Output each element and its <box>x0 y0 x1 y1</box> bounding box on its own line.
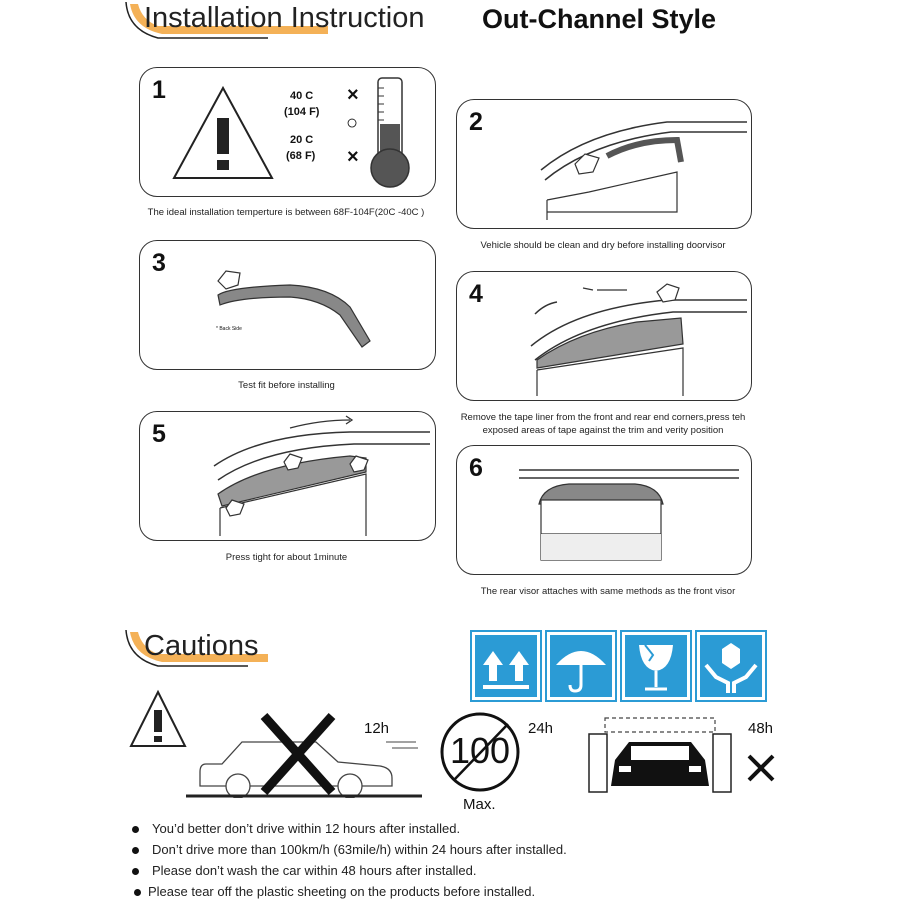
step-number: 6 <box>469 454 483 482</box>
step-4-panel <box>456 271 752 401</box>
temp-upper-c: 40 C <box>290 90 314 102</box>
rear-visor-illustration <box>519 460 739 572</box>
bullet-text: Don’t drive more than 100km/h (63mile/h) within 24 hours after installed. <box>152 842 567 857</box>
temp-lower-c: 20 C <box>290 134 314 146</box>
tape-liner-removal-illustration <box>517 278 747 396</box>
temp-lower-f: (68 F) <box>286 150 316 162</box>
step-number: 3 <box>152 249 166 277</box>
caution-warning-icon <box>128 688 188 750</box>
step-4-caption: Remove the tape liner from the front and rear end corners,press teh exposed areas of tape against the trim and verity position <box>460 412 746 436</box>
visor-test-fit-illustration <box>210 261 430 356</box>
handle-with-care-icon <box>695 630 767 702</box>
bullet-text: Please don’t wash the car within 48 hours after installed. <box>152 863 477 878</box>
page-title: Installation Instruction <box>144 2 425 34</box>
label-12h: 12h <box>364 720 390 737</box>
caution-bullet <box>132 842 567 857</box>
bullet-text: You’d better don’t drive within 12 hours after installed. <box>152 821 461 836</box>
step-3-panel <box>139 240 436 370</box>
caution-bullet <box>134 884 535 899</box>
cautions-title: Cautions <box>144 630 259 662</box>
this-way-up-icon <box>470 630 542 702</box>
step-number: 2 <box>469 108 483 136</box>
cross-mark-high: × <box>347 84 359 106</box>
max-label: Max. <box>463 796 496 813</box>
press-visor-illustration <box>200 414 430 536</box>
step-1-caption: The ideal installation temperture is between 68F-104F(20C -40C ) <box>147 207 425 218</box>
car-door-cleaning-illustration <box>527 112 747 224</box>
step-5-panel <box>139 411 436 541</box>
step-1-panel <box>139 67 436 197</box>
label-48h: 48h <box>748 720 774 737</box>
step-3-caption: Test fit before installing <box>238 380 335 391</box>
step-5-caption: Press tight for about 1minute <box>225 552 348 563</box>
keep-dry-icon <box>545 630 617 702</box>
caution-bullet <box>132 821 460 836</box>
speed-limit-value: 100 <box>449 730 511 771</box>
prohibited-x-icon <box>745 752 777 784</box>
back-side-note: * Back Side <box>216 326 242 332</box>
step-2-panel <box>456 99 752 229</box>
step-6-panel <box>456 445 752 575</box>
caution-bullet <box>132 863 476 878</box>
step-number: 1 <box>152 76 166 104</box>
label-24h: 24h <box>528 720 554 737</box>
step-number: 5 <box>152 420 166 448</box>
no-car-wash-illustration <box>585 714 735 800</box>
circle-mark-ok: ○ <box>346 112 359 134</box>
warning-icon <box>170 84 276 182</box>
step-number: 4 <box>469 280 483 308</box>
page-subtitle: Out-Channel Style <box>482 4 717 34</box>
thermometer-icon <box>368 76 418 191</box>
step-2-caption: Vehicle should be clean and dry before installing doorvisor <box>480 240 726 251</box>
step-6-caption: The rear visor attaches with same methods as the front visor <box>480 586 736 597</box>
fragile-icon <box>620 630 692 702</box>
cross-mark-low: × <box>347 146 359 168</box>
bullet-text: Please tear off the plastic sheeting on the products before installed. <box>148 884 536 899</box>
temp-upper-f: (104 F) <box>284 106 320 118</box>
